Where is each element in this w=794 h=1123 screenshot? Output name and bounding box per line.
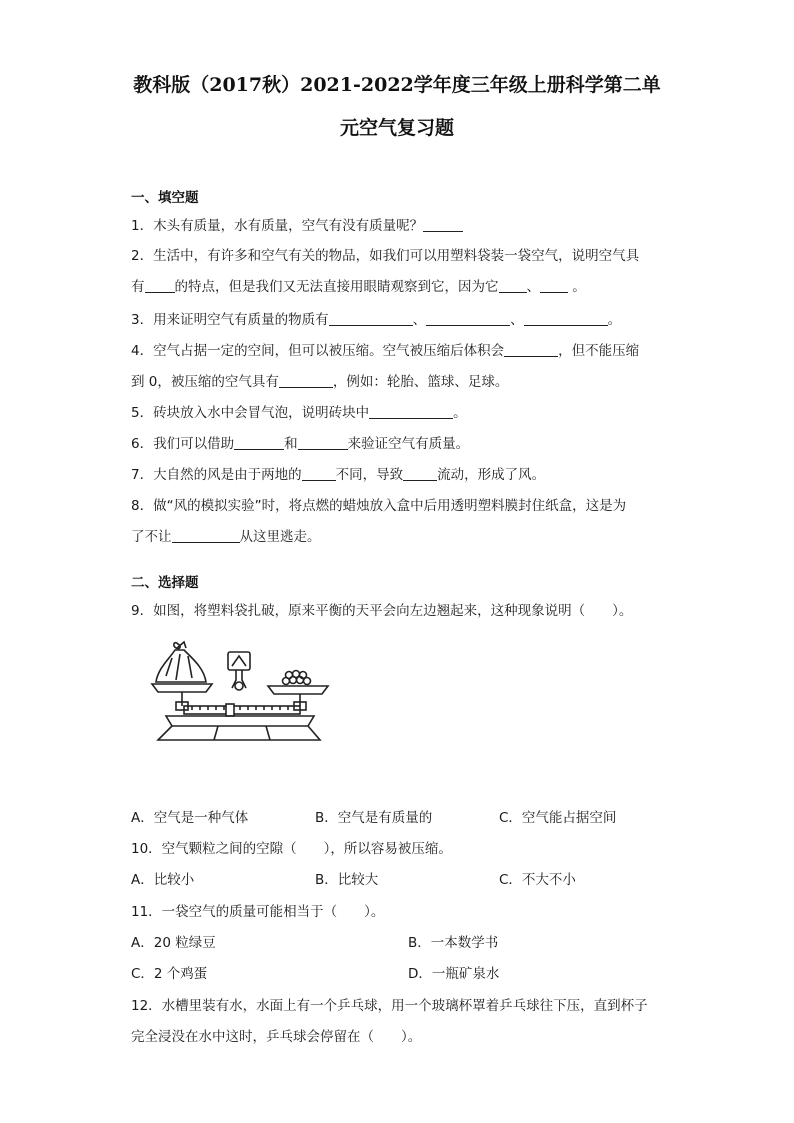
question-6 bbox=[131, 432, 469, 452]
question-12-line2: 完全浸没在水中这时，乒乓球会停留在（ ）。 bbox=[131, 1029, 422, 1045]
question-11: 11．一袋空气的质量可能相当于（ ）。 bbox=[131, 904, 385, 920]
separator: 、 bbox=[412, 312, 427, 328]
page-title-line2: 元空气复习题 bbox=[339, 117, 454, 139]
q11-option-a[interactable]: A．20 粒绿豆 bbox=[131, 935, 216, 951]
question-4-line1 bbox=[131, 339, 639, 359]
question-1 bbox=[131, 214, 463, 234]
q9-option-a[interactable]: A．空气是一种气体 bbox=[131, 810, 249, 826]
answer-blank[interactable] bbox=[403, 466, 437, 481]
question-1-text: 1．木头有质量，水有质量，空气有没有质量呢？ bbox=[131, 218, 424, 234]
answer-blank[interactable] bbox=[504, 342, 558, 357]
end-punct: 。 bbox=[453, 405, 467, 421]
question-3 bbox=[131, 308, 621, 328]
answer-blank[interactable] bbox=[172, 528, 240, 543]
question-2-text-a: 有 bbox=[131, 279, 145, 295]
question-7 bbox=[131, 463, 545, 483]
question-3-text: 3．用来证明空气有质量的物质有 bbox=[131, 312, 329, 328]
answer-blank[interactable] bbox=[540, 278, 568, 293]
question-6-text-b: 和 bbox=[284, 436, 298, 452]
question-8-line1: 8．做“风的模拟实验”时，将点燃的蜡烛放入盒中后用透明塑料膜封住纸盒，这是为 bbox=[131, 498, 627, 514]
page-title-line1: 教科版（2017秋）2021-2022学年度三年级上册科学第二单 bbox=[133, 74, 661, 96]
question-4-text-d: ，例如：轮胎、篮球、足球。 bbox=[332, 374, 509, 390]
question-9: 9．如图，将塑料袋扎破，原来平衡的天平会向左边翘起来，这种现象说明（ ）。 bbox=[131, 603, 633, 619]
answer-blank[interactable] bbox=[298, 435, 348, 450]
q10-option-c[interactable]: C．不大不小 bbox=[499, 872, 576, 888]
answer-blank[interactable] bbox=[423, 217, 463, 232]
answer-blank[interactable] bbox=[426, 311, 510, 326]
balance-scale-illustration-icon bbox=[148, 636, 330, 748]
answer-blank[interactable] bbox=[145, 278, 175, 293]
q11-option-d[interactable]: D．一瓶矿泉水 bbox=[408, 966, 500, 982]
question-5-text: 5．砖块放入水中会冒气泡，说明砖块中 bbox=[131, 405, 370, 421]
question-6-text-a: 6．我们可以借助 bbox=[131, 436, 235, 452]
question-10: 10．空气颗粒之间的空隙（ ），所以容易被压缩。 bbox=[131, 841, 452, 857]
question-4-line2 bbox=[131, 370, 508, 390]
question-2-line2 bbox=[131, 275, 586, 295]
question-2-text-c: 、 bbox=[526, 279, 540, 295]
q10-option-b[interactable]: B．比较大 bbox=[315, 872, 379, 888]
end-punct: 。 bbox=[607, 312, 622, 328]
question-2-text-b: 的特点，但是我们又无法直接用眼睛观察到它，因为它 bbox=[174, 279, 499, 295]
question-7-text-c: 流动，形成了风。 bbox=[437, 467, 546, 483]
question-4-text-b: ，但不能压缩 bbox=[558, 343, 640, 359]
q11-option-b[interactable]: B．一本数学书 bbox=[408, 935, 499, 951]
section-heading-fill-blank: 一、填空题 bbox=[131, 190, 199, 206]
question-4-text-a: 4．空气占据一定的空间，但可以被压缩。空气被压缩后体积会 bbox=[131, 343, 505, 359]
answer-blank[interactable] bbox=[369, 404, 453, 419]
answer-blank[interactable] bbox=[279, 373, 333, 388]
question-6-text-c: 来验证空气有质量。 bbox=[347, 436, 470, 452]
question-8-text-a: 了不让 bbox=[131, 529, 172, 545]
question-7-text-a: 7．大自然的风是由于两地的 bbox=[131, 467, 302, 483]
question-2-line1: 2．生活中，有许多和空气有关的物品，如我们可以用塑料袋装一袋空气，说明空气具 bbox=[131, 248, 640, 264]
q9-option-c[interactable]: C．空气能占据空间 bbox=[499, 810, 617, 826]
answer-blank[interactable] bbox=[524, 311, 608, 326]
answer-blank[interactable] bbox=[302, 466, 336, 481]
q10-option-a[interactable]: A．比较小 bbox=[131, 872, 195, 888]
question-5 bbox=[131, 401, 467, 421]
section-heading-multiple-choice: 二、选择题 bbox=[131, 575, 199, 591]
q11-option-c[interactable]: C．2 个鸡蛋 bbox=[131, 966, 208, 982]
separator: 、 bbox=[510, 312, 524, 328]
question-8-text-b: 从这里逃走。 bbox=[239, 529, 321, 545]
q9-option-b[interactable]: B．空气是有质量的 bbox=[315, 810, 433, 826]
question-2-text-d: 。 bbox=[572, 279, 586, 295]
question-12-line1: 12．水槽里装有水，水面上有一个乒乓球，用一个玻璃杯罩着乒乓球往下压，直到杯子 bbox=[131, 998, 648, 1014]
answer-blank[interactable] bbox=[329, 311, 413, 326]
question-4-text-c: 到 0，被压缩的空气具有 bbox=[131, 374, 279, 390]
question-8-line2 bbox=[131, 525, 321, 545]
question-7-text-b: 不同，导致 bbox=[335, 467, 404, 483]
answer-blank[interactable] bbox=[234, 435, 284, 450]
answer-blank[interactable] bbox=[499, 278, 527, 293]
